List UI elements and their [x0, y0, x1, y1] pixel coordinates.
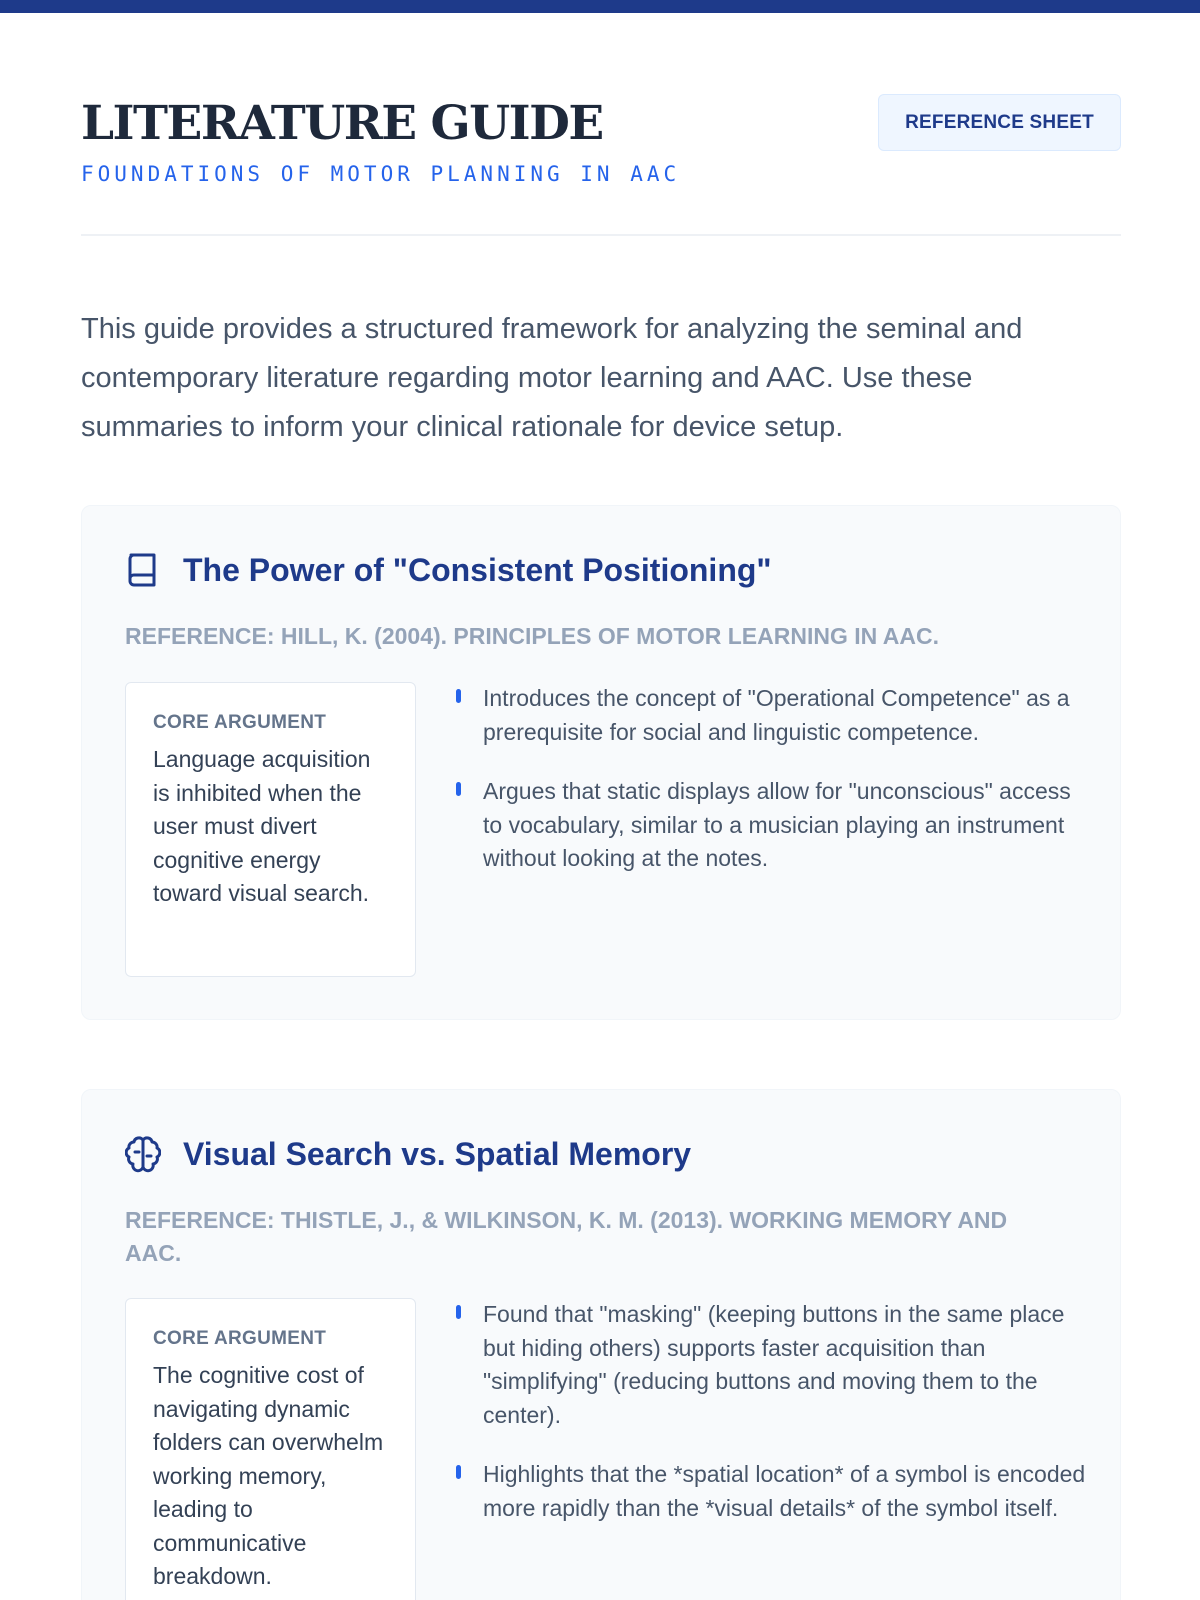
key-points-list	[455, 682, 1095, 902]
list-item	[455, 1458, 1095, 1525]
list-item	[455, 1298, 1095, 1432]
literature-card-visual-search	[81, 1089, 1121, 1600]
card-title: The Power of "Consistent Positioning"	[183, 552, 772, 588]
intro-paragraph: This guide provides a structured framework for analyzing the seminal and contemporary literature regarding motor learning and AAC. Use these summaries to inform your clinical rationale for device setup.	[81, 313, 1023, 443]
bullet-marker	[456, 1465, 461, 1479]
card-header	[125, 1134, 691, 1174]
card-header	[125, 550, 772, 590]
core-argument-box	[125, 682, 416, 977]
point-text: Introduces the concept of "Operational Competence" as a prerequisite for social and linguistic competence.	[483, 685, 1070, 745]
core-argument-text: The cognitive cost of navigating dynamic folders can overwhelm working memory, leading to communicative breakdown.	[153, 1362, 384, 1589]
top-accent-bar	[0, 0, 1200, 13]
bullet-marker	[456, 782, 461, 796]
card-reference: REFERENCE: HILL, K. (2004). PRINCIPLES OF MOTOR LEARNING IN AAC.	[125, 623, 940, 649]
header-divider	[81, 234, 1121, 236]
card-reference: REFERENCE: THISTLE, J., & WILKINSON, K. M. (2013). WORKING MEMORY AND AAC.	[125, 1207, 1008, 1266]
page-subtitle: FOUNDATIONS OF MOTOR PLANNING IN AAC	[81, 162, 681, 186]
page-header	[81, 96, 1121, 236]
list-item	[455, 682, 1095, 749]
core-argument-text: Language acquisition is inhibited when the user must divert cognitive energy toward visual search.	[153, 746, 371, 906]
brain-icon	[125, 1134, 161, 1174]
page-title: LITERATURE GUIDE	[81, 96, 603, 151]
core-argument-box	[125, 1298, 416, 1600]
core-argument-label: CORE ARGUMENT	[153, 1328, 327, 1349]
point-text: Argues that static displays allow for "unconscious" access to vocabulary, similar to a musician playing an instrument without looking at the notes.	[483, 778, 1071, 871]
key-points-list	[455, 1298, 1095, 1551]
literature-card-consistent-positioning	[81, 505, 1121, 1020]
core-argument-label: CORE ARGUMENT	[153, 712, 327, 733]
point-text: Highlights that the *spatial location* of a symbol is encoded more rapidly than the *visual details* of the symbol itself.	[483, 1461, 1086, 1521]
reference-sheet-badge[interactable]: REFERENCE SHEET	[878, 94, 1121, 151]
bullet-marker	[456, 1305, 461, 1319]
list-item	[455, 775, 1095, 876]
book-icon	[125, 550, 161, 590]
point-text: Found that "masking" (keeping buttons in the same place but hiding others) supports faster acquisition than "simplifying" (reducing buttons and moving them to the center).	[483, 1301, 1065, 1428]
bullet-marker	[456, 689, 461, 703]
card-title: Visual Search vs. Spatial Memory	[183, 1136, 692, 1172]
